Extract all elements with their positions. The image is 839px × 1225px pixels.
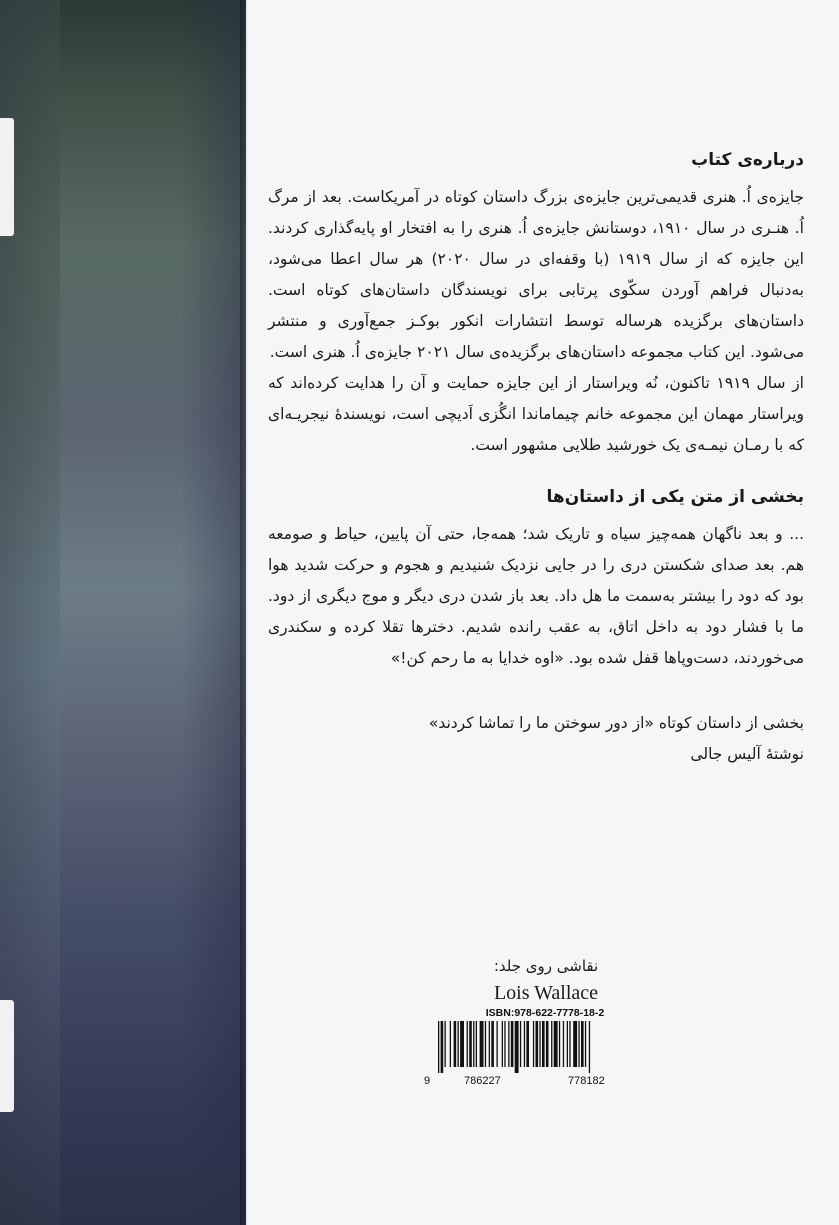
excerpt-author: نوشتهٔ آلیس جالی [690,745,804,763]
cover-credit-label: نقاشی روی جلد: [493,957,599,975]
barcode-bar [515,1021,519,1073]
barcode-bar [551,1021,552,1067]
barcode-bar [441,1021,444,1073]
barcode-bar [533,1021,534,1067]
barcode-bar [546,1021,549,1067]
excerpt-heading: بخشی از متن یکی از داستان‌ها [546,487,804,507]
barcode-lead-digit: 9 [424,1075,431,1087]
isbn-barcode [436,1021,656,1073]
page-tab-top [0,118,14,236]
barcode-bar [539,1021,540,1067]
barcode-bar [458,1021,459,1067]
barcode-bar [526,1021,529,1067]
barcode-bar [502,1021,503,1067]
barcode-bar [454,1021,457,1067]
barcode-bar [445,1021,446,1067]
barcode-bar [476,1021,477,1067]
cover-fold-shadow [240,0,248,1225]
back-cover-panel [246,0,839,1225]
barcode-bar [491,1021,494,1067]
about-paragraph-1: جایزه‌ی اُ. هنری قدیمی‌ترین جایزه‌ی بزرگ داستان کوتاه در آمریکاست. بعد از مرگ اُ. هنـری در سال ۱۹۱۰، دوستانش جایزه‌ی اُ. هنری را به افتخار او پایه‌گذاری کردند. این جایزه که از سال ۱۹۱۹ (با وقفه‌ای در سال ۲۰۲۰) هر سال اعطا می‌شود، به‌دنبال فراهم آوردن سکّوی پرتابی برای نویسندگان داستان‌های کوتاه است. داستان‌های برگزیده هرساله توسط انتشارات انکور بوکـز جمع‌آوری و منتشر می‌شود. این کتاب مجموعه داستان‌های برگزیده‌ی سال ۲۰۲۱ جایزه‌ی اُ. هنری است. [268,188,804,361]
barcode-bar [578,1021,579,1067]
barcode-bar [589,1021,590,1073]
excerpt-text: ... و بعد ناگهان همه‌چیز سیاه و تاریک شد؛ همه‌جا، حتی آن پایین، حیاط و صومعه هم. بعد صدای شکستن دری را در جایی نزدیک شنیدیم و هجوم و حرکت شدید هوا بود که دود را بیشتر به‌سمت ما هل داد. بعد باز شدن دری دیگر و موج دیگری از دود. ما با فشار دود به داخل اتاق، به عقب رانده شدیم. دخترها تقلا کرده و سکندری می‌خوردند، دست‌وپاها قفل شده بود. «اوه خدایا به ما رحم کن!» [268,525,804,667]
barcode-bar [563,1021,564,1067]
barcode-bar [469,1021,472,1067]
about-paragraph-2: از سال ۱۹۱۹ تاکنون، نُه ویراستار از این جایزه حمایت و آن را هدایت کرده‌اند که ویراستار مهمان این مجموعه خانم چیماماندا انگُزی اَدیچی است، نویسندهٔ نیجریـه‌ای که با رمـان نیمـه‌ی یک خورشید طلایی مشهور است. [268,374,804,454]
about-heading: درباره‌ی کتاب [691,150,804,170]
barcode-bar [536,1021,539,1067]
barcode-bar [511,1021,514,1067]
cover-credit [436,955,656,1007]
barcode-bar [489,1021,490,1067]
excerpt-source: بخشی از داستان کوتاه «از دور سوختن ما را تماشا کردند» [428,714,804,732]
barcode-bar [573,1021,577,1067]
barcode-bar [554,1021,558,1067]
barcode-bar [460,1021,464,1067]
barcode-bar [524,1021,525,1067]
barcode-bar [567,1021,568,1067]
barcode-bar [485,1021,486,1067]
barcode-bar [473,1021,474,1067]
barcode-bar [542,1021,545,1067]
barcode-bar [585,1021,586,1067]
isbn-label: ISBN:978-622-7778-18-2 [485,1007,605,1019]
barcode-bar [581,1021,584,1067]
barcode-digits-left: 786227 [464,1075,501,1087]
barcode-bar [520,1021,521,1067]
barcode-bar [508,1021,509,1067]
page-tab-bottom [0,1000,14,1112]
barcode-bar [467,1021,468,1067]
barcode-bar [559,1021,560,1067]
back-cover-text [268,148,804,770]
barcode-bar [438,1021,439,1073]
barcode-bar [504,1021,505,1067]
barcode-digits-right: 778182 [568,1075,605,1087]
barcode-bar [480,1021,484,1067]
cover-artist-name: Lois Wallace [493,982,599,1004]
barcode-bar [450,1021,451,1067]
barcode-bar [497,1021,498,1067]
barcode-bar [569,1021,570,1067]
